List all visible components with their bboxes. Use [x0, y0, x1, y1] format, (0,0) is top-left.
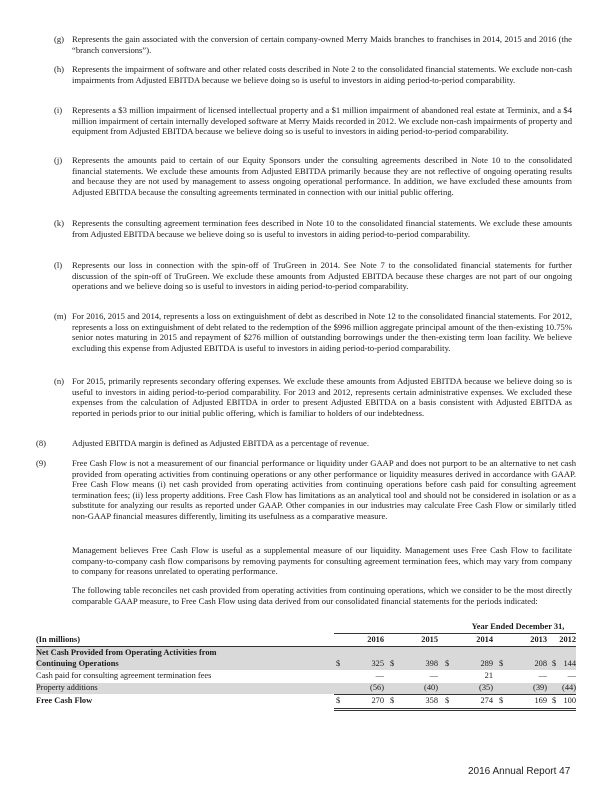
table-cell: —	[429, 671, 438, 680]
footnote-n	[54, 376, 572, 418]
footnote-text: Represents our loss in connection with the spin-off of TruGreen in 2014. See Note 7 to the consolidated financial statements for further discussion of the spin-off of TruGreen. We exclude these amounts from Adjusted EBITDA because these charges are not part of our ongoing operations and we believe doing so is useful to investors in aiding period-to-period comparability.	[72, 260, 572, 292]
year-header: 2015	[421, 635, 438, 644]
table-cell: 100	[563, 696, 576, 705]
period-header: Year Ended December 31,	[471, 622, 565, 631]
table-cell: 325	[371, 659, 384, 668]
table-cell: 274	[480, 696, 493, 705]
footnote-i	[54, 105, 572, 137]
row-label: Free Cash Flow	[36, 696, 93, 705]
table-cell: 144	[563, 659, 576, 668]
table-cell: —	[538, 671, 547, 680]
footnote-text: For 2016, 2015 and 2014, represents a loss on extinguishment of debt as described in Note 12 to the consolidated financial statements. For 2012, represents a loss on extinguishment of debt related to the redemption of the $996 million aggregate principal amount of the then-existing 10.75% senior notes maturing in 2015 and repayment of $276 million of outstanding borrowings under the then-existing term loan facility. We believe excluding this expense from Adjusted EBITDA is useful to investors in aiding period-to-period comparability.	[72, 311, 572, 353]
footnote-label: (m)	[54, 311, 67, 321]
table-cell: 208	[534, 659, 547, 668]
note-9	[36, 458, 576, 522]
year-header: 2014	[476, 635, 493, 644]
footnote-label: (n)	[54, 376, 65, 386]
table-cell: (40)	[424, 683, 438, 692]
table-row	[36, 647, 576, 670]
table-cell: (44)	[562, 683, 576, 692]
footnote-g	[54, 34, 572, 55]
table-row	[36, 671, 576, 682]
footnote-label: (j)	[54, 155, 63, 165]
footnote-k	[54, 218, 572, 239]
free-cash-flow-table	[36, 622, 576, 712]
footnote-label: (l)	[54, 260, 63, 270]
currency-sign: $	[390, 659, 395, 668]
table-cell: 21	[484, 671, 493, 680]
year-header: 2012	[559, 635, 576, 644]
footnote-label: (k)	[54, 218, 65, 228]
currency-sign: $	[390, 696, 395, 705]
note-9-paragraph-2: Management believes Free Cash Flow is useful as a supplemental measure of our liquidity. Management uses Free Cash Flow to facilitate company-to-company cash flow comparisons by removing payments for consulting agreement termination fees, which may vary from company to company for reasons unrelated to operating performance.	[72, 545, 572, 577]
table-cell: 398	[425, 659, 438, 668]
note-8	[36, 438, 576, 449]
row-label: Cash paid for consulting agreement termination fees	[36, 671, 212, 680]
currency-sign: $	[552, 696, 557, 705]
table-cell: (39)	[533, 683, 547, 692]
row-label: Net Cash Provided from Operating Activities from	[36, 648, 217, 657]
table-row-total	[36, 696, 576, 707]
row-label: Continuing Operations	[36, 659, 119, 668]
footnote-text: Represents the amounts paid to certain of our Equity Sponsors under the consulting agreements described in Note 10 to the consolidated financial statements. We exclude these amounts from Adjusted EBITDA primarily because they are not reflective of ongoing operating results and because they are not used by management to assess ongoing operational performance. In addition, we have excluded these amounts from Adjusted EBITDA because the consulting agreements terminated in connection with our initial public offering.	[72, 155, 572, 197]
note-9-paragraph-3: The following table reconciles net cash provided from operating activities from continuing operations, which we consider to be the most directly comparable GAAP measure, to Free Cash Flow using data derived from our consolidated financial statements for the periods indicated:	[72, 585, 572, 606]
table-cell: 169	[534, 696, 547, 705]
table-cell: (35)	[479, 683, 493, 692]
footnote-text: Represents the impairment of software and other related costs described in Note 2 to the consolidated financial statements. We exclude non-cash impairments from Adjusted EBITDA because we believe doing so is useful to investors in aiding period-to-period comparability.	[72, 64, 572, 85]
currency-sign: $	[499, 659, 504, 668]
footnote-label: (g)	[54, 34, 65, 44]
footnote-label: (i)	[54, 105, 63, 115]
footnote-j	[54, 155, 572, 197]
table-cell: —	[567, 671, 576, 680]
currency-sign: $	[336, 696, 341, 705]
unit-label: (In millions)	[36, 635, 80, 644]
page-footer: 2016 Annual Report 47	[468, 766, 571, 777]
table-header-row	[36, 635, 576, 646]
year-header: 2016	[367, 635, 384, 644]
currency-sign: $	[499, 696, 504, 705]
currency-sign: $	[336, 659, 341, 668]
note-text: Adjusted EBITDA margin is defined as Adjusted EBITDA as a percentage of revenue.	[72, 438, 369, 448]
footnote-text: Represents the gain associated with the conversion of certain company-owned Merry Maids branches to franchises in 2014, 2015 and 2016 (the “branch conversions”).	[72, 34, 572, 55]
footnote-l	[54, 260, 572, 292]
note-label: (8)	[36, 438, 47, 448]
note-text: Free Cash Flow is not a measurement of our financial performance or liquidity under GAAP and does not purport to be an alternative to net cash provided from operating activities from continuing operations or any other performance or liquidity measures derived in accordance with GAAP. Free Cash Flow means (i) net cash provided from operating activities from continuing operations before cash paid for consulting agreement termination fees; (ii) less property additions. Free Cash Flow has limitations as an analytical tool and should not be considered in isolation or as a substitute for analyzing our results as reported under GAAP. Other companies in our industries may calculate Free Cash Flow or similarly titled non-GAAP financial measures differently, limiting its usefulness as a comparative measure.	[72, 458, 576, 521]
footnote-label: (h)	[54, 64, 65, 74]
footnote-m	[54, 311, 572, 353]
table-cell: (56)	[370, 683, 384, 692]
row-label: Property additions	[36, 683, 98, 692]
footnote-text: Represents a $3 million impairment of licensed intellectual property and a $1 million impairment of abandoned real estate at Terminix, and a $4 million impairment of certain internally developed software at Merry Maids recorded in 2012. We exclude non-cash impairments of property and equipment from Adjusted EBITDA because we believe doing so is useful to investors in aiding period-to-period comparability.	[72, 105, 572, 137]
table-cell: —	[375, 671, 384, 680]
table-cell: 358	[425, 696, 438, 705]
footnote-text: Represents the consulting agreement termination fees described in Note 10 to the consolidated financial statements. We exclude these amounts from Adjusted EBITDA because we believe doing so is useful to investors in aiding period-to-period comparability.	[72, 218, 572, 239]
currency-sign: $	[445, 659, 450, 668]
table-cell: 289	[480, 659, 493, 668]
currency-sign: $	[445, 696, 450, 705]
note-label: (9)	[36, 458, 47, 468]
footnote-h	[54, 64, 572, 85]
footnote-text: For 2015, primarily represents secondary offering expenses. We exclude these amounts from Adjusted EBITDA because we believe doing so is useful to investors in aiding period-to-period comparability. For 2013 and 2012, represents certain administrative expenses. We excluded these expenses from the calculation of Adjusted EBITDA in order to present Adjusted EBITDA on a basis consistent with Adjusted EBITDA as reported in periods prior to our initial public offering, which is familiar to holders of our indebtedness.	[72, 376, 572, 418]
year-header: 2013	[530, 635, 547, 644]
currency-sign: $	[552, 659, 557, 668]
table-row	[36, 683, 576, 694]
table-cell: 270	[371, 696, 384, 705]
